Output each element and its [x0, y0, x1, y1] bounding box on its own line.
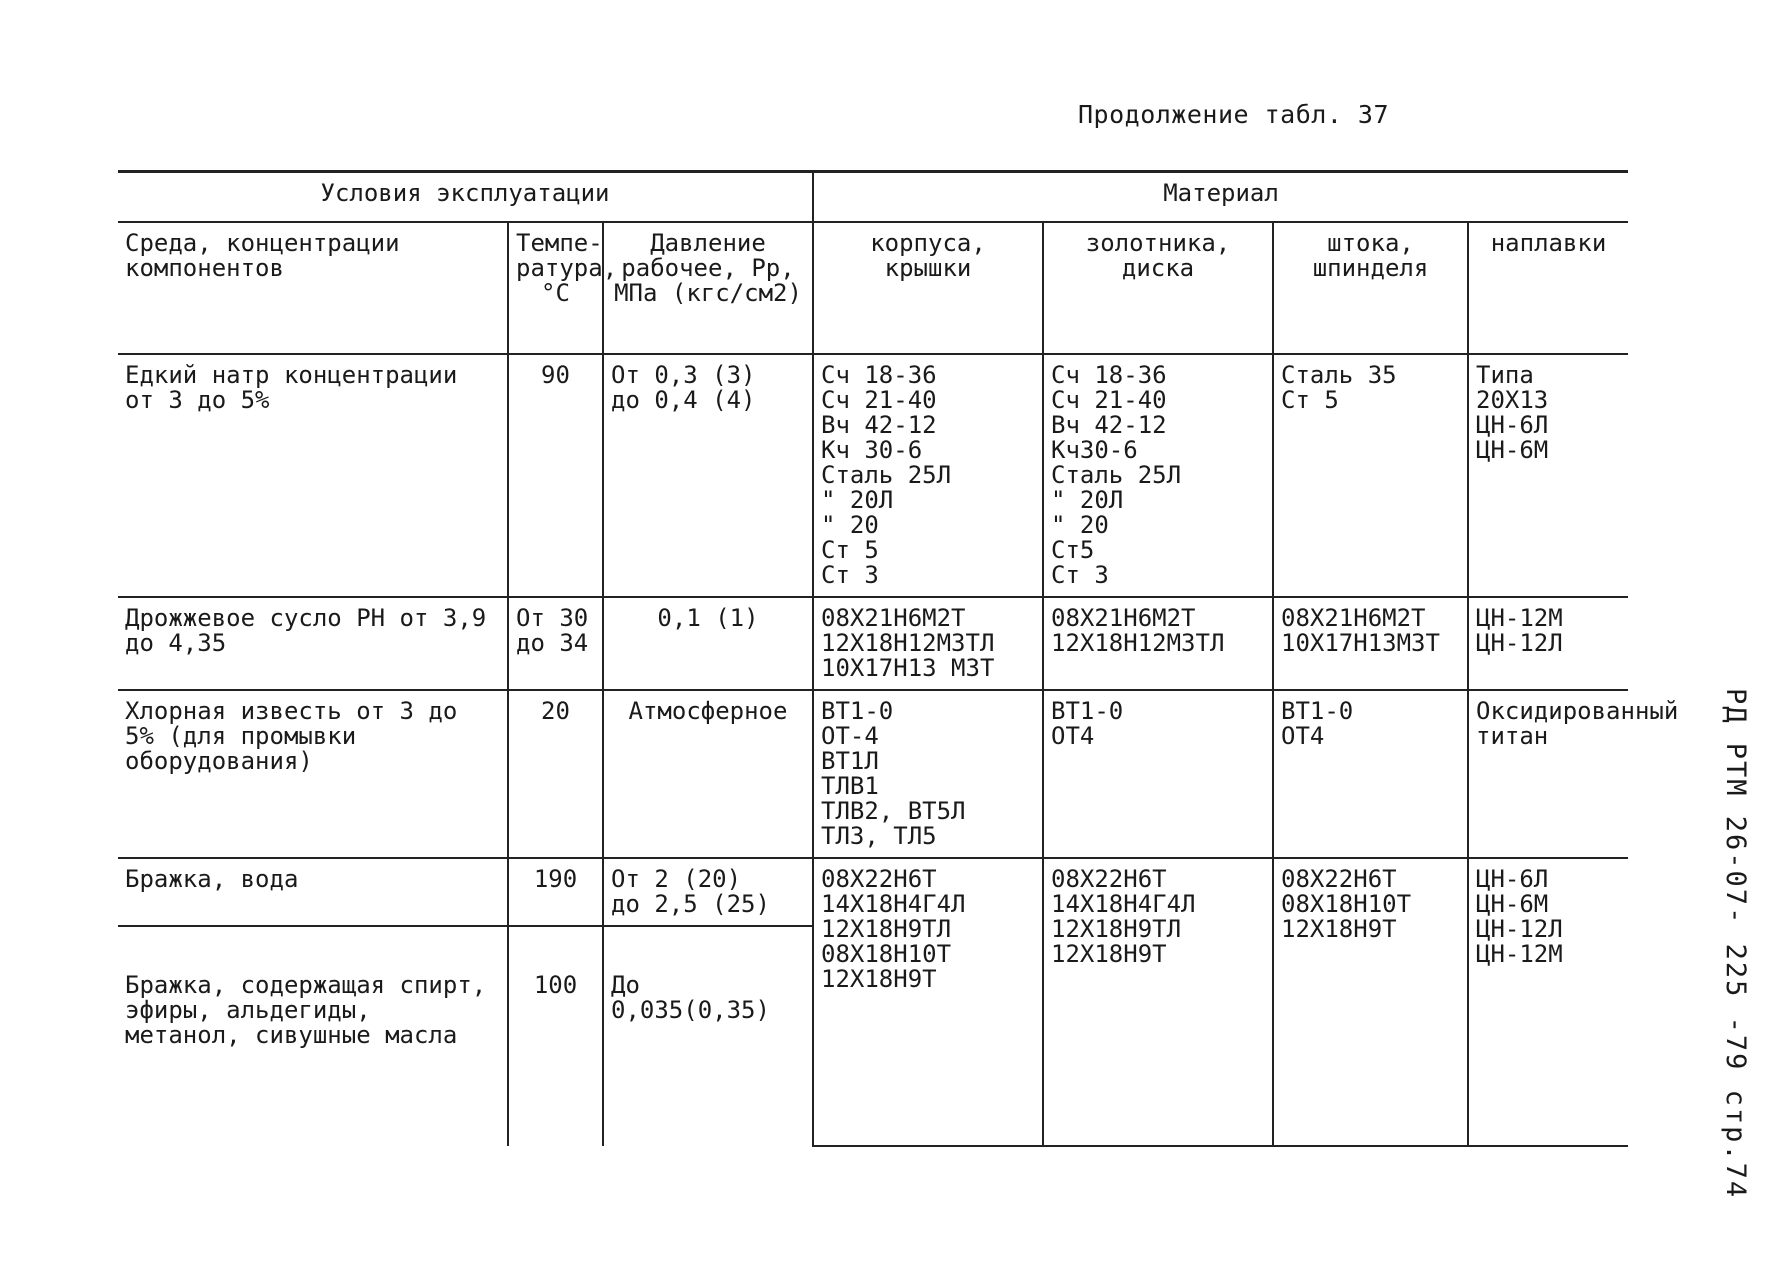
- cell-overlay: ЦН-6Л ЦН-6М ЦН-12Л ЦН-12М: [1468, 858, 1628, 1146]
- cell-medium: Дрожжевое сусло РН от 3,9 до 4,35: [118, 597, 508, 690]
- col-header-body: корпуса, крышки: [813, 222, 1043, 354]
- cell-medium: Едкий натр концентрации от 3 до 5%: [118, 354, 508, 597]
- cell-overlay: ЦН-12М ЦН-12Л: [1468, 597, 1628, 690]
- cell-body: 08Х22Н6Т 14Х18Н4Г4Л 12Х18Н9ТЛ 08Х18Н10Т 12Х18Н9Т: [813, 858, 1043, 1146]
- table-row: [118, 690, 1628, 858]
- cell-spool: ВТ1-0 ОТ4: [1043, 690, 1273, 858]
- materials-table: [118, 170, 1679, 1147]
- header-conditions: Условия эксплуатации: [118, 172, 813, 223]
- cell-pressure: До 0,035(0,35): [603, 926, 813, 1146]
- cell-pressure: От 2 (20) до 2,5 (25): [603, 858, 813, 926]
- table-row: [118, 858, 1628, 926]
- cell-temperature: 190: [508, 858, 603, 926]
- cell-body: 08Х21Н6М2Т 12Х18Н12М3ТЛ 10Х17Н13 М3Т: [813, 597, 1043, 690]
- cell-temperature: 100: [508, 926, 603, 1146]
- cell-pressure: Атмосферное: [603, 690, 813, 858]
- table-caption: Продолжение табл. 37: [1078, 100, 1390, 129]
- cell-spool: Сч 18-36 Сч 21-40 Вч 42-12 Кч30-6 Сталь 25Л " 20Л " 20 Ст5 Ст 3: [1043, 354, 1273, 597]
- cell-stem: 08Х21Н6М2Т 10Х17Н13М3Т: [1273, 597, 1468, 690]
- table-row: [118, 597, 1628, 690]
- cell-overlay: Оксидированный титан: [1468, 690, 1628, 858]
- group-header-row: [118, 172, 1628, 223]
- col-header-spool: золотника, диска: [1043, 222, 1273, 354]
- cell-medium: Бражка, содержащая спирт, эфиры, альдегиды, метанол, сивушные масла: [118, 926, 508, 1146]
- col-header-pressure: Давление рабочее, Рр, МПа (кгс/см2): [603, 222, 813, 354]
- cell-pressure: От 0,3 (3) до 0,4 (4): [603, 354, 813, 597]
- col-header-temperature: Темпе- ратура, °C: [508, 222, 603, 354]
- cell-spool: 08Х21Н6М2Т 12Х18Н12М3ТЛ: [1043, 597, 1273, 690]
- header-material: Материал: [813, 172, 1628, 223]
- cell-temperature: 20: [508, 690, 603, 858]
- cell-overlay: Типа 20Х13 ЦН-6Л ЦН-6М: [1468, 354, 1628, 597]
- column-header-row: [118, 222, 1628, 354]
- document-code: РД РТМ 26-07- 225 -79 стр.74: [1720, 688, 1751, 1200]
- cell-medium: Хлорная известь от 3 до 5% (для промывки оборудования): [118, 690, 508, 858]
- cell-spool: 08Х22Н6Т 14Х18Н4Г4Л 12Х18Н9ТЛ 12Х18Н9Т: [1043, 858, 1273, 1146]
- col-header-stem: штока, шпинделя: [1273, 222, 1468, 354]
- cell-stem: Сталь 35 Ст 5: [1273, 354, 1468, 597]
- cell-medium: Бражка, вода: [118, 858, 508, 926]
- cell-temperature: 90: [508, 354, 603, 597]
- col-header-overlay: наплавки: [1468, 222, 1628, 354]
- col-header-medium: Среда, концентрации компонентов: [118, 222, 508, 354]
- cell-body: ВТ1-0 ОТ-4 ВТ1Л ТЛВ1 ТЛВ2, ВТ5Л ТЛ3, ТЛ5: [813, 690, 1043, 858]
- cell-stem: ВТ1-0 ОТ4: [1273, 690, 1468, 858]
- cell-body: Сч 18-36 Сч 21-40 Вч 42-12 Кч 30-6 Сталь 25Л " 20Л " 20 Ст 5 Ст 3: [813, 354, 1043, 597]
- table-row: [118, 354, 1628, 597]
- cell-stem: 08Х22Н6Т 08Х18Н10Т 12Х18Н9Т: [1273, 858, 1468, 1146]
- cell-temperature: От 30 до 34: [508, 597, 603, 690]
- cell-pressure: 0,1 (1): [603, 597, 813, 690]
